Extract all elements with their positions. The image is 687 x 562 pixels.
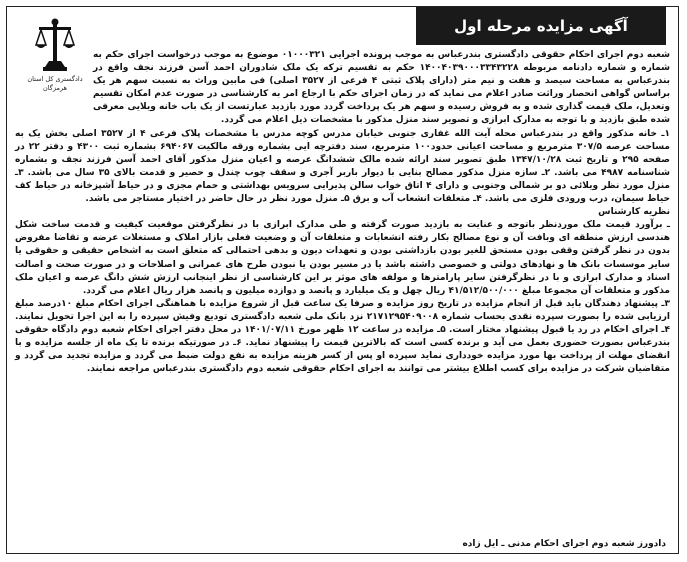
property-description-paragraph: ۱ـ خانه مذکور واقع در بندرعباس محله آیت الله غفاری جنوبی خیابان مدرس کوچه مدرس با مشخصات پلاک فرعی ۴ از ۳۵۲۷ اصلی بخش یک به مساحت عرصه ۳۰۷/۵ مترمربع و مساحت اعیانی حدود۱۰۰ مترمربع، سند دفترچه ایی بشماره ورقه مالکیت ۶۹۴۰۶۷ بشماره ثبت ۴۳۰۰ و دفتر ۲۲ در صفحه ۲۹۵ و تاریخ ثبت ۱۳۴۷/۱۰/۲۸ طبق تصویر سند ارائه شده مالک ششدانگ عرصه و اعیان منزل مذکور آقای احمد آسن فرزند نجف و بشماره شناسنامه ۴۹۸۷ می باشد. ۲ـ سازه منزل مذکور مصالح بنایی با دیوار باربر آجری و سقف چوب چندل و حصیر و قدمت بالای ۳۵ سال می باشد. ۳ـ منزل مورد نظر ویلائی دو بر شمالی وجنوبی و دارای ۴ اتاق خواب سالن پذیرایی سرویس بهداشتی و حمام مجزی و در حیاط آشپزخانه در حیاط کف حیاط سیمان، درب ورودی فلزی می باشد. ۴ـ متعلقات انشعاب آب و برق ۵ـ منزل مورد نظر در حال حاضر در اختیار مستاجر می باشد. — [15, 128, 671, 205]
signature-line: دادورز شعبه دوم اجرای احکام مدنی ـ ایل زاده — [462, 539, 666, 549]
notice-body — [15, 49, 670, 535]
notice-title: آگهی مزایده مرحله اول — [416, 7, 666, 45]
expert-opinion-heading: نظریه کارشناس — [598, 207, 670, 218]
auction-notice — [6, 6, 679, 554]
intro-paragraph: شعبه دوم اجرای احکام حقوقی دادگستری بندرعباس به موجب پرونده اجرایی ۰۱۰۰۰۳۲۱ موضوع به موجب درخواست اجرای حکم به شماره و شماره دادنامه مربوطه ۱۴۰۰۴۰۳۹۰۰۰۳۳۴۳۲۲۸ حکم به تقسیم ترکه یک ملک شادوران احمد آسن فرزند نجف واقع در بندرعباس به مساحت سیصد و هفت و نیم متر (دارای پلاک ثبتی ۴ فرعی از ۳۵۲۷ اصلی) فی مابین وراث به نسبت سهم هر یک براساس گواهی انحصار وراثت صادر اعلام می نماید که در زمان اجرای حکم با ارجاع امر به کارشناسی در صورت عدم امکان تقسیم وتعدیل، ملک قیمت گذاری شده و به فروش رسیده و سهم هر یک پرداخت گردد مورد بازدید عبارتست از یک باب خانه ویلایی معرفی شده طبق بازدید و با توجه به مدارک ابرازی و تصویر سند منزل مذکور با مشخصات ذیل اعلام می گردد. — [93, 50, 671, 126]
valuation-paragraph: ـ برآورد قیمت ملک موردنظر باتوجه و عنایت به بازدید صورت گرفته و طی مدارک ابرازی با در نظرگرفتن موقعیت کیفیت و قدمت ساخت شکل هندسی ارزش منطقه ای وبافت آن و نوع مصالح بکار رفته انشعابات و متعلقات آن و وضعیت فعلی بازار املاک و مستغلات عرضه و تقاضا مفروض بدون در نظر گرفتن وقفی بودن مستحق للغیر بودن بازداشتی بودن و تعهدات دیون و بدهی احتمالی که متعلق است به اشخاص حقیقی و حقوقی یا سایر موسسات بانک ها و نهادهای دولتی و خصوصی داشته باشد یا در مسیر بودن یا نبودن طرح های عمرانی و اصلاحات و در صورت صحت و اصالت اسناد و مدارک ابرازی و با در نظرگرفتن سایر پارامترها و مولفه های موثر بر این کارشناسی از نظر اینجانب ارزش شش دانگ عرصه و اعیان ملک مذکور و متعلقات آن مجموعا مبلغ ۴۱/۵۱۲/۵۰۰/۰۰۰ ریال چهل و یک میلیارد و پانصد و دوازده میلیون و پانصد هزار ریال اعلام می گردد. — [15, 220, 670, 296]
auction-terms-paragraph: ۳ـ پیشنهاد دهندگان باید قبل از انجام مزایده در تاریخ روز مزایده و صرفا یک ساعت قبل از شروع مزایده با هماهنگی اجرای احکام مبلغ ۱۰درصد مبلغ ارزیابی شده را بصورت سپرده نقدی بحساب شماره ۲۱۷۱۲۹۵۴۰۹۰۰۸ نزد بانک ملی شعبه دادگستری تودیع وفیش سپرده را به این اجرا تحویل نمایند. ۴ـ اجرای احکام در رد یا قبول پیشنهاد مختار است. ۵ـ مزایده در ساعت ۱۲ ظهر مورخ ۱۴۰۱/۰۷/۱۱ در محل دفتر اجرای احکام شعبه دوم دادگاه حقوقی بندرعباس بصورت حضوری بعمل می آید و برنده کسی است که بالاترین قیمت را پیشنهاد نماید. ۶ـ در صورتیکه برنده تا یک ماه از جلسه مزایده و با انقضای مهلت از پرداخت بها مورد مزایده خودداری نماید سپرده او پس از کسر هزینه مزایده به نفع دولت ضبط می گردد و مزایده تجدید می گردد و متقاضیان شرکت در مزایده برای کسب اطلاع بیشتر می توانند به اجرای احکام حقوقی شعبه دوم دادگستری بندرعباس مراجعه نمایند. — [15, 298, 670, 375]
logo-caption: دادگستری کل استان هرمزگان — [27, 75, 83, 92]
